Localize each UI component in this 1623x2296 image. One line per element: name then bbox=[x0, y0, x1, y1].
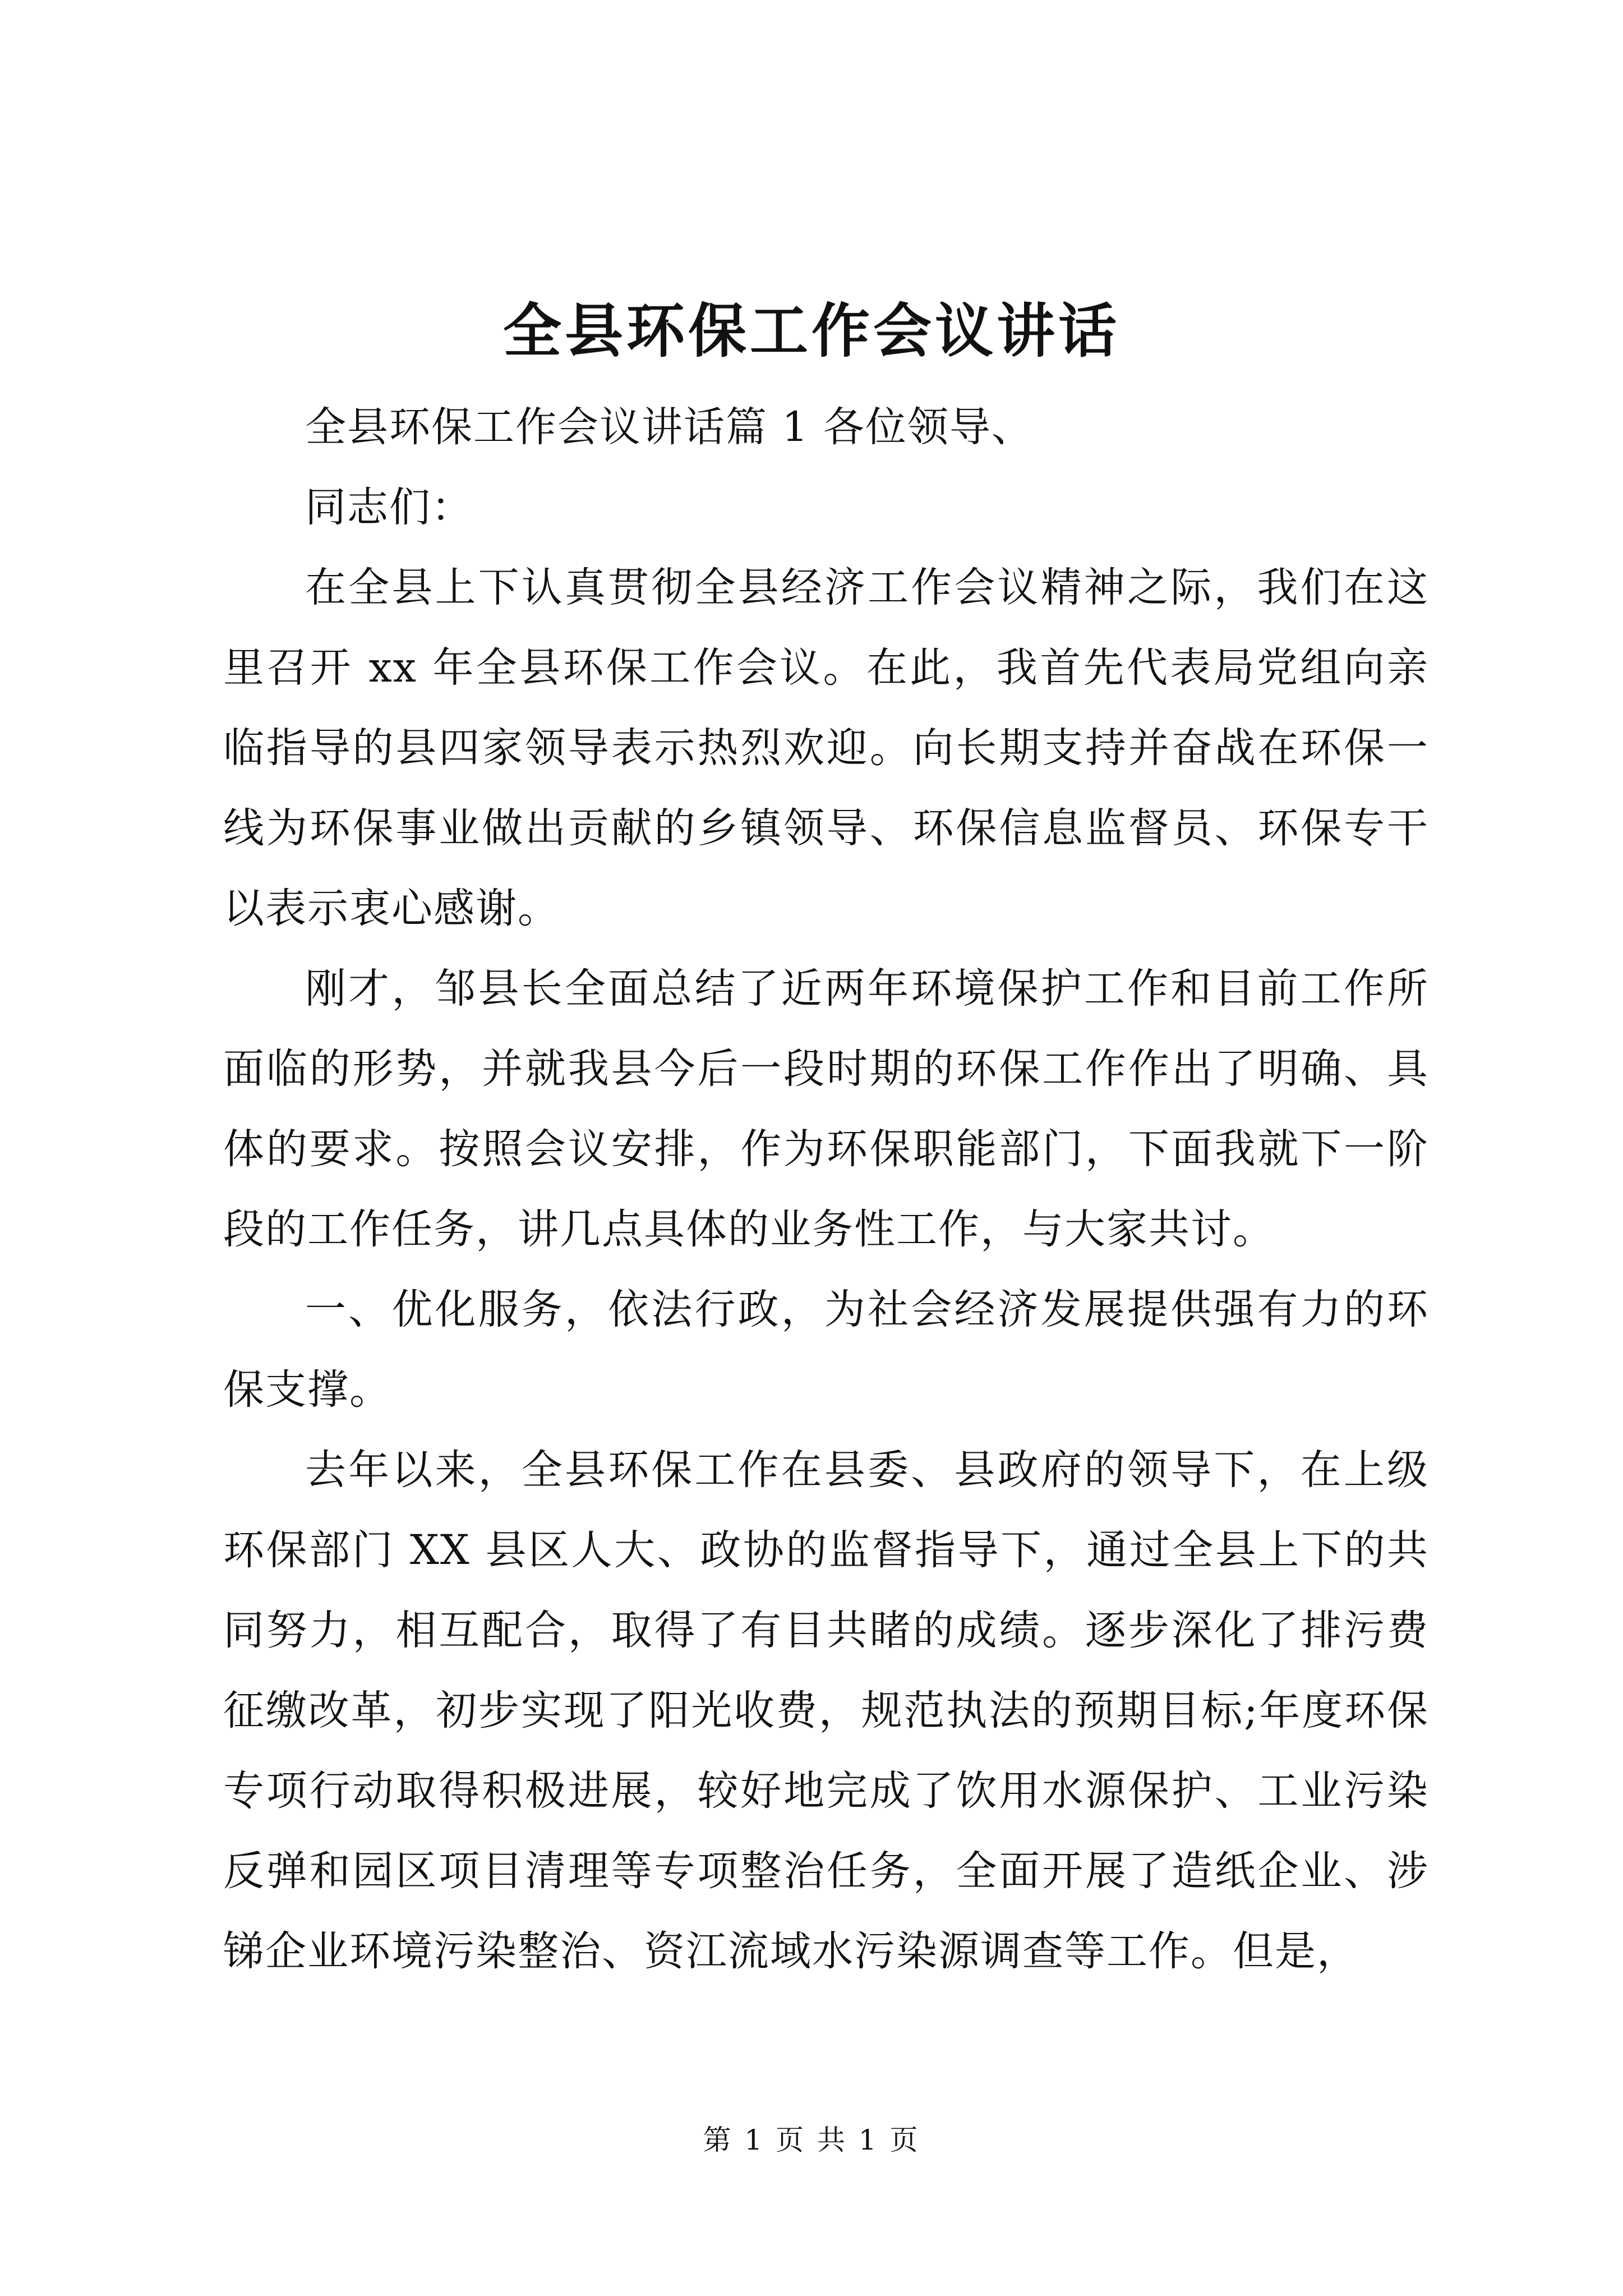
document-body bbox=[223, 387, 1429, 1991]
page-footer: 第 1 页 共 1 页 bbox=[703, 2124, 920, 2156]
paragraph-section-one: 一、优化服务，依法行政，为社会经济发展提供强有力的环保支撑。 bbox=[223, 1286, 1429, 1414]
document-title: 全县环保工作会议讲话 bbox=[502, 296, 1120, 365]
paragraph-heading-line: 全县环保工作会议讲话篇 1 各位领导、 bbox=[305, 403, 1034, 451]
paragraph-salutation: 同志们： bbox=[305, 484, 473, 531]
paragraph-opening: 在全县上下认真贯彻全县经济工作会议精神之际，我们在这里召开 xx 年全县环保工作会议。在此，我首先代表局党组向亲临指导的县四家领导表示热烈欢迎。向长期支持并奋战在环保一线为环保事业做出贡献的乡镇领导、环保信息监督员、环保专干以表示衷心感谢。 bbox=[223, 564, 1429, 932]
paragraph-review: 去年以来，全县环保工作在县委、县政府的领导下，在上级环保部门 XX 县区人大、政协的监督指导下，通过全县上下的共同努力，相互配合，取得了有目共睹的成绩。逐步深化了排污费征缴改革，初步实现了阳光收费，规范执法的预期目标;年度环保专项行动取得积极进展，较好地完成了饮用水源保护、工业污染反弹和园区项目清理等专项整治任务，全面开展了造纸企业、涉锑企业环境污染整治、资江流域水污染源调查等工作。但是， bbox=[223, 1446, 1429, 1975]
paragraph-summary: 刚才，邹县长全面总结了近两年环境保护工作和目前工作所面临的形势，并就我县今后一段时期的环保工作作出了明确、具体的要求。按照会议安排，作为环保职能部门，下面我就下一阶段的工作任务，讲几点具体的业务性工作，与大家共讨。 bbox=[223, 965, 1429, 1253]
